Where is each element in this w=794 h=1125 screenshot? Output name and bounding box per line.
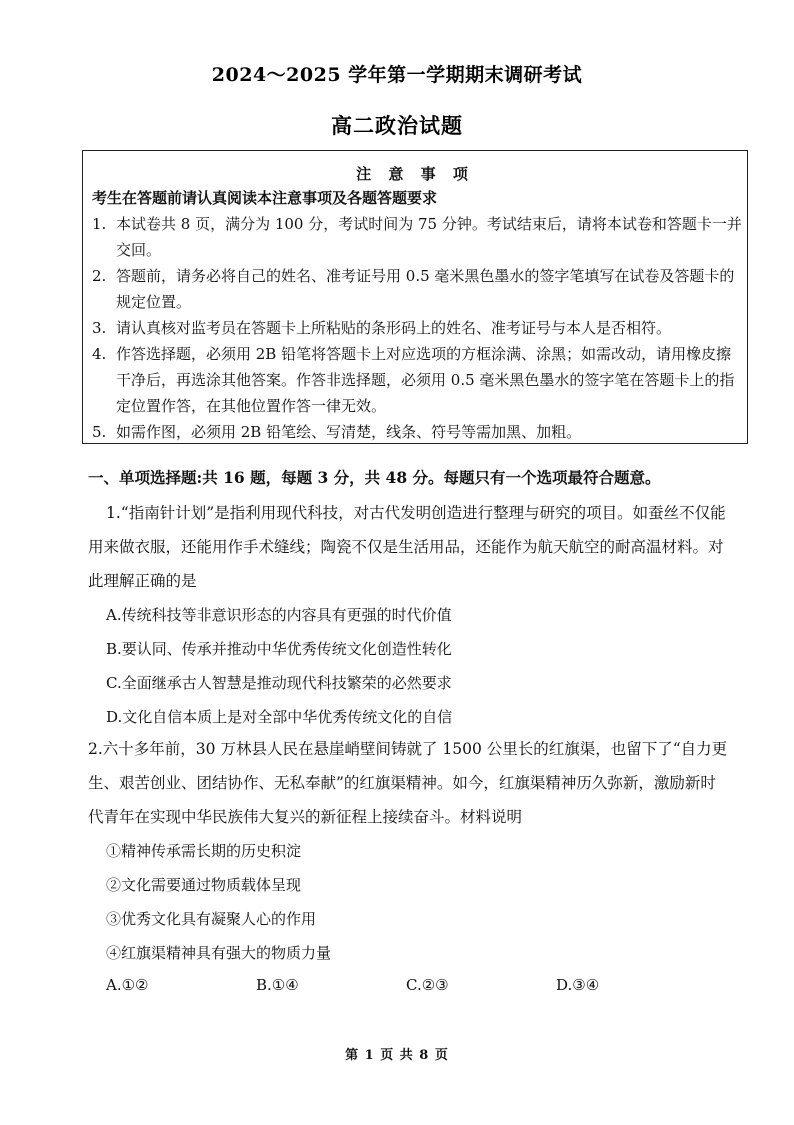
question-2 xyxy=(88,732,728,970)
question-2-statement-2: ②文化需要通过物质载体呈现 xyxy=(106,876,302,894)
question-1-option-c: C.全面继承古人智慧是推动现代科技繁荣的必然要求 xyxy=(106,674,452,692)
notice-item xyxy=(92,263,742,315)
notice-heading: 注 意 事 项 xyxy=(356,165,474,183)
notice-item xyxy=(92,419,742,445)
question-1-option-a: A.传统科技等非意识形态的内容具有更强的时代价值 xyxy=(106,606,452,624)
question-1 xyxy=(88,496,728,734)
question-2-stem: 2.六十多年前，30 万林县人民在悬崖峭壁间铸就了 1500 公里长的红旗渠，也留下了“自力更生、艰苦创业、团结协作、无私奉献”的红旗渠精神。如今，红旗渠精神历久弥新，激励新时代青年在实现中华民族伟大复兴的新征程上接续奋斗。材料说明 xyxy=(88,740,728,826)
notice-item-number: 4. xyxy=(92,345,107,363)
question-2-option-b: B.①④ xyxy=(256,976,299,994)
notice-list xyxy=(92,211,742,445)
question-2-option-a: A.①② xyxy=(106,976,149,994)
section-title: 一、单项选择题:共 16 题，每题 3 分，共 48 分。每题只有一个选项最符合题意。 xyxy=(88,468,661,487)
notice-item-text: 作答选择题，必须用 2B 铅笔将答题卡上对应选项的方框涂满、涂黑；如需改动，请用橡皮擦干净后，再选涂其他答案。作答非选择题，必须用 0.5 毫米黑色墨水的签字笔在答题卡上的指定位置作答，在其他位置作答一律无效。 xyxy=(116,345,735,415)
exam-title: 2024～2025 学年第一学期期末调研考试 xyxy=(211,64,583,86)
notice-item xyxy=(92,315,742,341)
notice-item-number: 1. xyxy=(92,215,107,233)
notice-item-text: 请认真核对监考员在答题卡上所粘贴的条形码上的姓名、准考证号与本人是否相符。 xyxy=(116,319,672,337)
exam-subtitle: 高二政治试题 xyxy=(331,113,463,138)
notice-box xyxy=(82,150,748,444)
question-2-option-c: C.②③ xyxy=(406,976,449,994)
question-2-statement-3: ③优秀文化具有凝聚人心的作用 xyxy=(106,910,317,928)
notice-item-text: 如需作图，必须用 2B 铅笔绘、写清楚，线条、符号等需加黑、加粗。 xyxy=(116,423,582,441)
question-1-option-d: D.文化自信本质上是对全部中华优秀传统文化的自信 xyxy=(106,708,453,726)
notice-item-text: 本试卷共 8 页，满分为 100 分，考试时间为 75 分钟。考试结束后，请将本试卷和答题卡一并交回。 xyxy=(116,215,742,259)
question-2-option-d: D.③④ xyxy=(556,976,600,994)
page-number: 第 1 页 共 8 页 xyxy=(345,1048,449,1063)
notice-item-number: 3. xyxy=(92,319,107,337)
notice-item-number: 5. xyxy=(92,423,107,441)
question-1-stem: 1.“指南针计划”是指利用现代科技，对古代发明创造进行整理与研究的项目。如蚕丝不仅能用来做衣服，还能用作手术缝线；陶瓷不仅是生活用品，还能作为航天航空的耐高温材料。对此理解正确的是 xyxy=(88,504,726,590)
question-2-statement-1: ①精神传承需长期的历史积淀 xyxy=(106,842,302,860)
notice-item xyxy=(92,341,742,419)
notice-item xyxy=(92,211,742,263)
question-1-option-b: B.要认同、传承并推动中华优秀传统文化创造性转化 xyxy=(106,640,452,658)
notice-intro: 考生在答题前请认真阅读本注意事项及各题答题要求 xyxy=(92,189,438,207)
notice-item-number: 2. xyxy=(92,267,107,285)
notice-item-text: 答题前，请务必将自己的姓名、准考证号用 0.5 毫米黑色墨水的签字笔填写在试卷及答题卡的规定位置。 xyxy=(116,267,735,311)
question-2-statement-4: ④红旗渠精神具有强大的物质力量 xyxy=(106,944,332,962)
